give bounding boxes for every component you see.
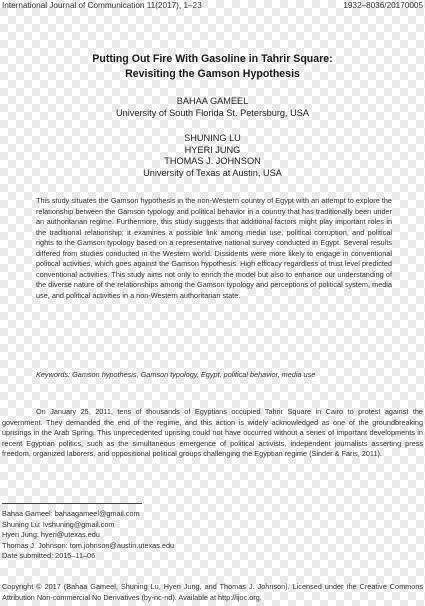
title-line-1: Putting Out Fire With Gasoline in Tahrir Square: (92, 53, 333, 65)
author-name: BAHAA GAMEEL (176, 96, 249, 106)
issn: 1932–8036/20170005 (343, 1, 423, 10)
author-contacts (2, 509, 174, 562)
intro-paragraph: On January 25, 2011, tens of thousands of Egyptians occupied Tahrir Square in Cairo to protest against the government. They demanded the end of the regime, and this action is widely acknowledged as one of the groundbreaking uprisings in the Arab Spring. This unprecedented uprising could not have occurred without a series of important developments in recent Egyptian politics, such as the simultaneous emergence of political activists, independent journalists asserting press freedom, organized laborers, and oppositional political groups challenging the Egyptian regime (Sinder & Faris, 2011). (2, 407, 423, 459)
running-header (2, 0, 423, 11)
journal-citation: International Journal of Communication 11(2017), 1–23 (2, 1, 202, 10)
keywords: Keywords: Gamson hypothesis, Gamson typology, Egypt, political behavior, media use (36, 370, 316, 379)
abstract: This study situates the Gamson hypothesis in the non-Western country of Egypt with an attempt to explore the relationship between the Gamson typology and political behavior in a country that has traditionally been under an authoritarian regime. Furthermore, this study suggests that additional factors might play important roles in the traditional relationship; it examines a possible link among media use, political corruption, and political rights to the Gamson typology based on a representative national survey conducted in Egypt. Several results differed from studies conducted in the Western world. Dissidents were more likely to engage in conventional political activities, which goes against the Gamson hypothesis. High efficacy regardless of trust level predicted conventional activities. This study aims not only to enrich the model but also to enhance our understanding of the diverse nature of the relationships among the Gamson typology and perceptions of political system, media use, and political activities in a non-Western authoritarian state. (36, 196, 392, 300)
contact-line: Bahaa Gameel: bahaagameel@gmail.com (2, 509, 140, 518)
contact-line: Thomas J. Johnson: tom.johnson@austin.utexas.edu (2, 540, 175, 550)
paper-title (0, 52, 425, 82)
author-affiliation: University of South Florida St. Petersburg, USA (115, 107, 310, 118)
author-name: SHUNING LU (184, 133, 241, 143)
author-name: THOMAS J. JOHNSON (164, 156, 261, 166)
copyright-notice: Copyright © 2017 (Bahaa Gameel, Shuning Lu, Hyeri Jung, and Thomas J. Johnson). Licensed under the Creative Commons Attribution Non-commercial No Derivatives (by-nc-nd). Available at http://ijoc.org. (2, 582, 423, 602)
author-block-1 (0, 96, 425, 119)
author-name: HYERI JUNG (184, 144, 241, 155)
author-block-2 (0, 133, 425, 179)
title-line-2: Revisiting the Gamson Hypothesis (125, 68, 300, 80)
author-affiliation: University of Texas at Austin, USA (143, 167, 282, 178)
footnote-divider (2, 503, 142, 504)
contact-line: Hyeri Jung: hyeri@utexas.edu (2, 530, 100, 540)
date-submitted: Date submitted: 2015–11–06 (2, 551, 96, 561)
contact-line: Shuning Lu: lvshuning@gmail.com (2, 519, 115, 529)
